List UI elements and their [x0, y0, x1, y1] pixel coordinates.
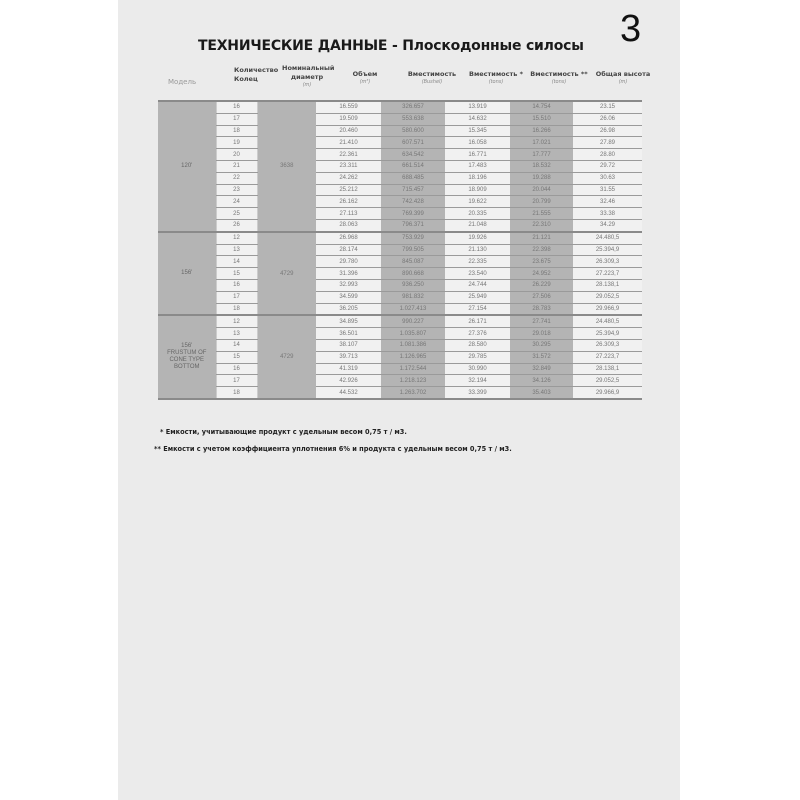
header-model: Модель: [168, 78, 197, 86]
volume-cell: 28.174: [316, 244, 381, 256]
tons1-cell: 27.154: [445, 303, 510, 315]
height-cell: 29.72: [573, 160, 642, 172]
bushel-cell: 1.218.123: [381, 375, 445, 387]
height-cell: 27.223,7: [573, 351, 642, 363]
bushel-cell: 981.832: [381, 291, 445, 303]
height-cell: 26.309,3: [573, 339, 642, 351]
bushel-cell: 661.514: [381, 160, 445, 172]
tons2-cell: 14.754: [510, 101, 573, 113]
bushel-cell: 1.035.807: [381, 328, 445, 340]
rings-cell: 24: [216, 196, 257, 208]
bushel-cell: 1.126.965: [381, 351, 445, 363]
height-cell: 29.966,9: [573, 387, 642, 399]
table-row: [158, 279, 642, 291]
bushel-cell: 796.371: [381, 219, 445, 231]
tons2-cell: 18.532: [510, 160, 573, 172]
bushel-cell: 936.250: [381, 279, 445, 291]
tons2-cell: 34.126: [510, 375, 573, 387]
height-cell: 32.46: [573, 196, 642, 208]
tons1-cell: 21.130: [445, 244, 510, 256]
tons1-cell: 14.632: [445, 113, 510, 125]
tons2-cell: 32.849: [510, 363, 573, 375]
rings-cell: 13: [216, 328, 257, 340]
tons1-cell: 27.376: [445, 328, 510, 340]
rings-cell: 17: [216, 291, 257, 303]
tons2-cell: 26.229: [510, 279, 573, 291]
tons2-cell: 35.403: [510, 387, 573, 399]
height-cell: 31.55: [573, 184, 642, 196]
tons1-cell: 24.744: [445, 279, 510, 291]
table-row: [158, 125, 642, 137]
rings-cell: 12: [216, 232, 257, 244]
diameter-cell: 3638: [257, 101, 316, 232]
tons1-cell: 17.483: [445, 160, 510, 172]
volume-cell: 24.262: [316, 172, 381, 184]
tons1-cell: 21.048: [445, 219, 510, 231]
table-row: [158, 268, 642, 280]
bushel-cell: 1.027.413: [381, 303, 445, 315]
table-row: [158, 149, 642, 161]
header-bushel: Вместимость (Bushel): [407, 70, 457, 85]
table-row: [158, 351, 642, 363]
model-label: 120': [181, 162, 193, 169]
tons2-cell: 29.018: [510, 328, 573, 340]
model-label: 156': [181, 343, 193, 350]
bushel-cell: 688.485: [381, 172, 445, 184]
tons1-cell: 15.345: [445, 125, 510, 137]
volume-cell: 42.926: [316, 375, 381, 387]
rings-cell: 22: [216, 172, 257, 184]
rings-cell: 17: [216, 375, 257, 387]
volume-cell: 23.311: [316, 160, 381, 172]
tons1-cell: 23.540: [445, 268, 510, 280]
rings-cell: 19: [216, 137, 257, 149]
table-row: [158, 208, 642, 220]
tons2-cell: 30.295: [510, 339, 573, 351]
model-note: FRUSTUM OF CONE TYPE BOTTOM: [167, 350, 207, 371]
rings-cell: 15: [216, 268, 257, 280]
table-row: [158, 219, 642, 231]
tons1-cell: 30.990: [445, 363, 510, 375]
bushel-cell: 1.263.702: [381, 387, 445, 399]
header-volume: Объем (m³): [352, 70, 378, 85]
volume-cell: 19.509: [316, 113, 381, 125]
volume-cell: 25.212: [316, 184, 381, 196]
model-cell: [158, 315, 216, 399]
table-row: [158, 363, 642, 375]
bushel-cell: 1.081.386: [381, 339, 445, 351]
height-cell: 29.052,5: [573, 375, 642, 387]
bushel-cell: 742.428: [381, 196, 445, 208]
tons2-cell: 22.398: [510, 244, 573, 256]
tons1-cell: 13.919: [445, 101, 510, 113]
volume-cell: 39.713: [316, 351, 381, 363]
rings-cell: 15: [216, 351, 257, 363]
volume-cell: 34.599: [316, 291, 381, 303]
tons1-cell: 25.949: [445, 291, 510, 303]
height-cell: 24.480,5: [573, 315, 642, 327]
bushel-cell: 890.668: [381, 268, 445, 280]
rings-cell: 23: [216, 184, 257, 196]
bushel-cell: 326.657: [381, 101, 445, 113]
rings-cell: 18: [216, 387, 257, 399]
rings-cell: 14: [216, 256, 257, 268]
volume-cell: 44.532: [316, 387, 381, 399]
rings-cell: 18: [216, 303, 257, 315]
header-diameter: Номинальный диаметр (m): [282, 64, 335, 88]
volume-cell: 36.501: [316, 328, 381, 340]
tons1-cell: 26.171: [445, 315, 510, 327]
tons2-cell: 28.783: [510, 303, 573, 315]
volume-cell: 31.396: [316, 268, 381, 280]
volume-cell: 27.113: [316, 208, 381, 220]
table-row: [158, 375, 642, 387]
table-row: [158, 137, 642, 149]
table-row: [158, 244, 642, 256]
header-height: Общая высота (m): [595, 70, 651, 85]
bushel-cell: 607.571: [381, 137, 445, 149]
tons2-cell: 19.288: [510, 172, 573, 184]
rings-cell: 16: [216, 279, 257, 291]
tons1-cell: 29.785: [445, 351, 510, 363]
volume-cell: 38.107: [316, 339, 381, 351]
height-cell: 23.15: [573, 101, 642, 113]
tons2-cell: 27.506: [510, 291, 573, 303]
diameter-cell: 4729: [257, 232, 316, 316]
tons1-cell: 28.580: [445, 339, 510, 351]
tons2-cell: 21.121: [510, 232, 573, 244]
volume-cell: 41.319: [316, 363, 381, 375]
diameter-cell: 4729: [257, 315, 316, 399]
tons1-cell: 22.335: [445, 256, 510, 268]
tons2-cell: 27.741: [510, 315, 573, 327]
rings-cell: 21: [216, 160, 257, 172]
header-tons2: Вместимость ** (tons): [530, 70, 588, 85]
table-row: [158, 303, 642, 315]
height-cell: 26.06: [573, 113, 642, 125]
tons2-cell: 20.799: [510, 196, 573, 208]
table-row: [158, 339, 642, 351]
model-label: 156': [181, 270, 193, 277]
rings-cell: 12: [216, 315, 257, 327]
footnote-1: * Емкости, учитывающие продукт с удельным весом 0,75 т / м3.: [160, 428, 407, 436]
bushel-cell: 1.172.544: [381, 363, 445, 375]
table-row: [158, 160, 642, 172]
height-cell: 27.89: [573, 137, 642, 149]
height-cell: 25.394,9: [573, 328, 642, 340]
height-cell: 26.309,3: [573, 256, 642, 268]
rings-cell: 16: [216, 363, 257, 375]
table-row: [158, 291, 642, 303]
height-cell: 30.63: [573, 172, 642, 184]
volume-cell: 21.410: [316, 137, 381, 149]
table-row: [158, 172, 642, 184]
tons2-cell: 22.310: [510, 219, 573, 231]
height-cell: 25.394,9: [573, 244, 642, 256]
rings-cell: 25: [216, 208, 257, 220]
table-row: [158, 256, 642, 268]
header-tons1: Вместимость * (tons): [468, 70, 524, 85]
volume-cell: 28.063: [316, 219, 381, 231]
tons1-cell: 18.909: [445, 184, 510, 196]
bushel-cell: 799.505: [381, 244, 445, 256]
rings-cell: 20: [216, 149, 257, 161]
volume-cell: 26.162: [316, 196, 381, 208]
bushel-cell: 580.600: [381, 125, 445, 137]
table-row: [158, 113, 642, 125]
volume-cell: 29.780: [316, 256, 381, 268]
tons2-cell: 17.777: [510, 149, 573, 161]
height-cell: 26.98: [573, 125, 642, 137]
tons1-cell: 20.335: [445, 208, 510, 220]
table-row: [158, 196, 642, 208]
tons1-cell: 16.058: [445, 137, 510, 149]
volume-cell: 16.559: [316, 101, 381, 113]
rings-cell: 14: [216, 339, 257, 351]
table-row: [158, 184, 642, 196]
tons1-cell: 33.399: [445, 387, 510, 399]
height-cell: 28.80: [573, 149, 642, 161]
volume-cell: 26.968: [316, 232, 381, 244]
volume-cell: 32.993: [316, 279, 381, 291]
bushel-cell: 990.227: [381, 315, 445, 327]
volume-cell: 22.361: [316, 149, 381, 161]
header-rings: Количество Колец: [234, 66, 279, 83]
tons2-cell: 17.021: [510, 137, 573, 149]
tons2-cell: 23.675: [510, 256, 573, 268]
height-cell: 27.223,7: [573, 268, 642, 280]
tons1-cell: 32.194: [445, 375, 510, 387]
tons2-cell: 31.572: [510, 351, 573, 363]
tons1-cell: 19.926: [445, 232, 510, 244]
tons1-cell: 19.622: [445, 196, 510, 208]
height-cell: 29.052,5: [573, 291, 642, 303]
bushel-cell: 769.399: [381, 208, 445, 220]
model-cell: [158, 101, 216, 232]
rings-cell: 18: [216, 125, 257, 137]
bushel-cell: 845.087: [381, 256, 445, 268]
tons1-cell: 16.771: [445, 149, 510, 161]
rings-cell: 16: [216, 101, 257, 113]
tons2-cell: 20.044: [510, 184, 573, 196]
table-row: [158, 328, 642, 340]
rings-cell: 13: [216, 244, 257, 256]
rings-cell: 26: [216, 219, 257, 231]
bushel-cell: 553.638: [381, 113, 445, 125]
height-cell: 29.966,9: [573, 303, 642, 315]
table-row: [158, 232, 642, 244]
bushel-cell: 753.929: [381, 232, 445, 244]
tons2-cell: 21.555: [510, 208, 573, 220]
rings-cell: 17: [216, 113, 257, 125]
volume-cell: 34.895: [316, 315, 381, 327]
height-cell: 34.29: [573, 219, 642, 231]
volume-cell: 20.460: [316, 125, 381, 137]
height-cell: 33.38: [573, 208, 642, 220]
tons2-cell: 16.266: [510, 125, 573, 137]
height-cell: 28.138,1: [573, 279, 642, 291]
bushel-cell: 634.542: [381, 149, 445, 161]
height-cell: 24.480,5: [573, 232, 642, 244]
specs-table: [158, 100, 642, 400]
table-row: [158, 387, 642, 399]
table-row: [158, 315, 642, 327]
footnote-2: ** Емкости с учетом коэффициента уплотнения 6% и продукта с удельным весом 0,75 т / м3.: [154, 445, 512, 453]
page-title: ТЕХНИЧЕСКИЕ ДАННЫЕ - Плоскодонные силосы: [198, 38, 584, 54]
table-row: [158, 101, 642, 113]
model-cell: [158, 232, 216, 316]
page-number: 3: [620, 8, 642, 50]
volume-cell: 36.205: [316, 303, 381, 315]
tons2-cell: 24.952: [510, 268, 573, 280]
tons1-cell: 18.196: [445, 172, 510, 184]
tons2-cell: 15.510: [510, 113, 573, 125]
bushel-cell: 715.457: [381, 184, 445, 196]
height-cell: 28.138,1: [573, 363, 642, 375]
